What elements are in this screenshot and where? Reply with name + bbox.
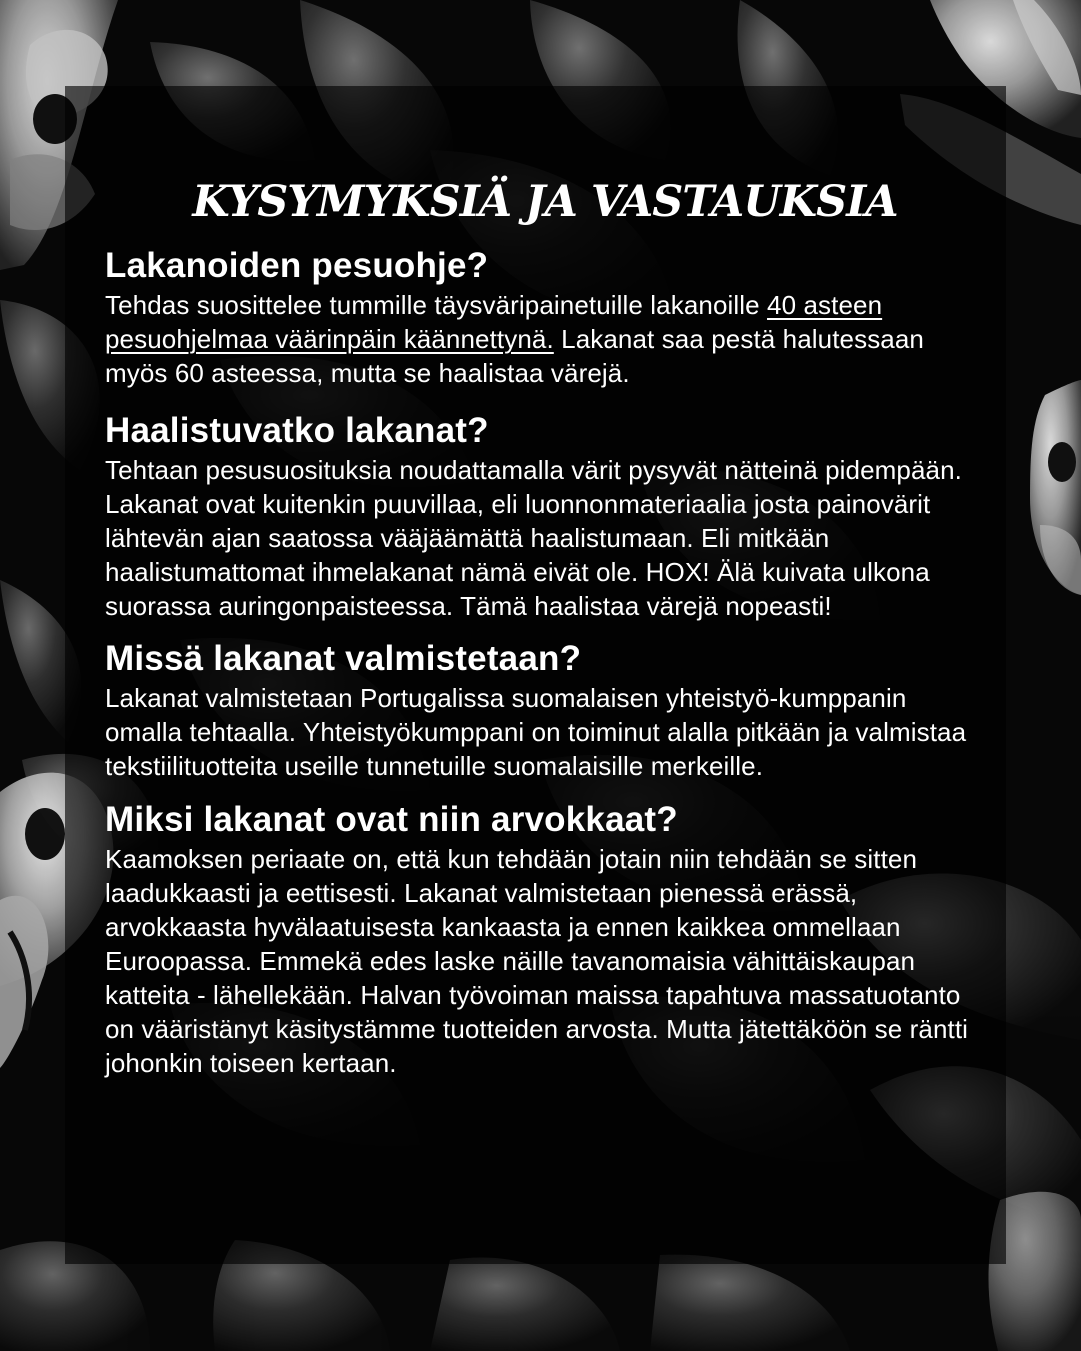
question-fading: Haalistuvatko lakanat? (105, 411, 489, 450)
answer-fading: Tehtaan pesusuosituksia noudattamalla värit pysyvät nätteinä pidempään. Lakanat ovat kuitenkin puuvillaa, eli luonnonmateriaalia josta painovärit lähtevän ajan saatossa vääjäämättä haalistumaan. Eli mitkään haalistumattomat ihmelakanat nämä eivät ole. HOX! Älä kuivata ulkona suorassa auringonpaisteessa. Tämä haalistaa värejä nopeasti! (105, 455, 962, 621)
answer-text-rest: Lakanat saa pestä halutessaan myös 60 asteessa, mutta se haalistaa värejä. (105, 324, 924, 388)
faq-item-manufacturing (105, 637, 985, 783)
answer-text-line: Tehdas suosittelee tummille täysväripainetuille lakanoille (105, 290, 760, 320)
faq-item-price (105, 798, 985, 1080)
answer-price: Kaamoksen periaate on, että kun tehdään jotain niin tehdään se sitten laadukkaasti ja eettisesti. Lakanat valmistetaan pienessä erässä, arvokkaasta hyvälaatuisesta kankaasta ja ennen kaikkea ommellaan Euroopassa. Emmekä edes laske näille tavanomaisia vähittäiskaupan katteita - lähellekään. Halvan työvoiman maissa tapahtuva massatuotanto on vääristänyt käsitystämme tuotteiden arvosta. Mutta jätettäköön se räntti johonkin toiseen kertaan. (105, 844, 969, 1078)
faq-content (105, 170, 985, 1080)
page-title: KYSYMYKSIÄ JA VASTAUKSIA (192, 177, 898, 227)
answer-washing-instructions (105, 288, 985, 390)
question-manufacturing: Missä lakanat valmistetaan? (105, 639, 582, 678)
answer-manufacturing: Lakanat valmistetaan Portugalissa suomalaisen yhteistyö-kumppanin omalla tehtaalla. Yhteistyökumppani on toiminut alalla pitkään ja valmistaa tekstiilituotteita useille tunnetuille suomalaisille merkeille. (105, 683, 967, 781)
faq-item-washing-instructions (105, 244, 985, 390)
underlined-washing-program: 40 asteen pesuohjelmaa väärinpäin käännettynä. (105, 290, 883, 354)
question-price: Miksi lakanat ovat niin arvokkaat? (105, 800, 678, 839)
faq-item-fading (105, 409, 985, 623)
question-washing-instructions: Lakanoiden pesuohje? (105, 246, 489, 285)
